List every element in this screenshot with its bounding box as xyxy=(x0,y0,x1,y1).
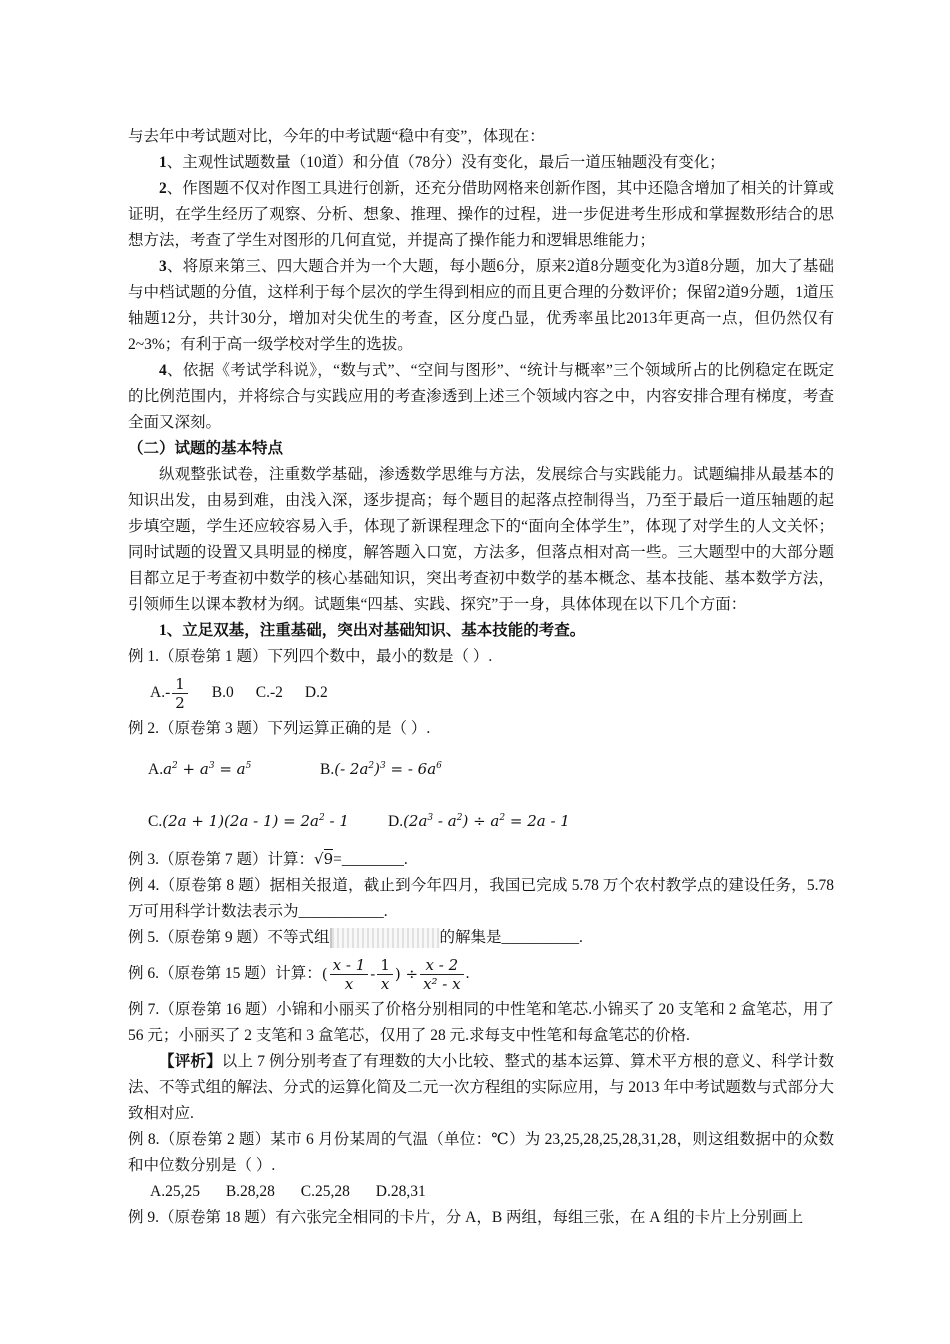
document-page xyxy=(128,124,834,1231)
option-d: D.2 xyxy=(304,684,328,701)
example-2-options-ab xyxy=(128,742,834,794)
option-a: A.25,25 xyxy=(150,1183,200,1200)
option-a: A.- $\frac{1}{2}$ xyxy=(150,675,190,712)
example-1-options xyxy=(128,670,834,716)
change-item-1: 1、主观性试题数量（10道）和分值（78分）没有变化，最后一道压轴题没有变化； xyxy=(159,154,725,171)
example-2-stem: 例 2.（原卷第 3 题）下列运算正确的是（ ）. xyxy=(128,720,431,737)
example-9: 例 9.（原卷第 18 题）有六张完全相同的卡片，分 A，B 两组，每组三张，在 A 组的卡片上分别画上 xyxy=(128,1209,804,1226)
option-b: B.(- $2a^2)^3$ = - $6a^6$ xyxy=(320,760,442,778)
option-d: D.28,31 xyxy=(375,1183,426,1200)
option-c: C.-2 xyxy=(255,684,283,701)
sub-heading: 1、立足双基，注重基础，突出对基础知识、基本技能的考查。 xyxy=(159,622,586,639)
intro-line: 与去年中考试题对比，今年的中考试题“稳中有变”，体现在： xyxy=(128,128,545,145)
example-5: 例 5.（原卷第 9 题）不等式组 的解集是__________. xyxy=(128,925,834,951)
comment-paragraph: 【评析】以上 7 例分别考查了有理数的大小比较、整式的基本运算、算术平方根的意义、科学计数法、不等式组的解法、分式的运算化简及二元一次方程组的实际应用，与 2013 年中考试题数与式部分大致相对应. xyxy=(128,1053,834,1122)
change-item-4: 4、依据《考试学科说》，“数与式”、“空间与图形”、“统计与概率”三个领域所占的比例稳定在既定的比例范围内，并将综合与实践应用的考查渗透到上述三个领域内容之中，内容安排合理有梯度，考查全面又深刻。 xyxy=(128,362,834,431)
option-d: $D.(2a^3 - a^2) \div a^2 = 2a - 1$ xyxy=(388,812,570,830)
change-item-2: 2、作图题不仅对作图工具进行创新，还充分借助网格来创新作图，其中还隐含增加了相关的计算或证明，在学生经历了观察、分析、想象、推理、操作的过程，进一步促进考生形成和掌握数形结合的思想方法，考查了学生对图形的几何直觉，并提高了操作能力和逻辑思维能力； xyxy=(128,180,834,249)
option-c: C.25,28 xyxy=(300,1183,350,1200)
example-4: 例 4.（原卷第 8 题）据相关报道，截止到今年四月，我国已完成 5.78 万个农村教学点的建设任务，5.78 万可用科学计数法表示为___________. xyxy=(128,877,834,920)
example-8: 例 8.（原卷第 2 题）某市 6 月份某周的气温（单位：℃）为 23,25,28,25,28,31,28，则这组数据中的众数和中位数分别是（ ）. xyxy=(128,1131,834,1174)
example-3: 例 3.（原卷第 7 题）计算：√9=________. xyxy=(128,850,408,868)
inequality-system-image xyxy=(330,928,440,948)
example-1-stem: 例 1.（原卷第 1 题）下列四个数中，最小的数是（ ）. xyxy=(128,648,493,665)
features-paragraph: 纵观整张试卷，注重数学基础，渗透数学思维与方法，发展综合与实践能力。试题编排从最基本的知识出发，由易到难，由浅入深，逐步提高；每个题目的起落点控制得当，乃至于最后一道压轴题的起步填空题，学生还应较容易入手，体现了新课程理念下的“面向全体学生”，体现了对学生的人文关怀；同时试题的设置又具明显的梯度，解答题入口宽，方法多，但落点相对高一些。三大题型中的大部分题目都立足于考查初中数学的核心基础知识，突出考查初中数学的基本概念、基本技能、基本数学方法，引领师生以课本教材为纲。试题集“四基、实践、探究”于一身，具体体现在以下几个方面： xyxy=(128,466,834,613)
option-a: $A.a^2 + a^3 = a^5$ xyxy=(148,760,252,778)
section-heading: （二）试题的基本特点 xyxy=(128,440,284,457)
option-b: B.28,28 xyxy=(225,1183,275,1200)
example-8-options xyxy=(128,1179,834,1205)
example-6: 例 6.（原卷第 15 题）计算： ( $\frac{x - 1}{x}$ - $\frac{1}{x}$ ) ÷ $\frac{x - 2}{\text{x² - x}}$ . xyxy=(128,955,470,993)
example-2-options-cd xyxy=(128,794,834,846)
option-b: B.0 xyxy=(211,684,234,701)
option-c: $C.(2a + 1)(2a - 1) = 2a^2 - 1$ xyxy=(148,812,349,830)
change-item-3: 3、将原来第三、四大题合并为一个大题，每小题6分，原来2道8分题变化为3道8分题，加大了基础与中档试题的分值，这样利于每个层次的学生得到相应的而且更合理的分数评价；保留2道9分题，1道压轴题12分，共计30分，增加对尖优生的考查，区分度凸显，优秀率虽比2013年更高一点，但仍然仅有2~3%；有利于高一级学校对学生的选拔。 xyxy=(128,258,834,353)
example-7: 例 7.（原卷第 16 题）小锦和小丽买了价格分别相同的中性笔和笔芯.小锦买了 20 支笔和 2 盒笔芯，用了 56 元；小丽买了 2 支笔和 3 盒笔芯，仅用了 28 元.求每支中性笔和每盒笔芯的价格. xyxy=(128,1001,834,1044)
